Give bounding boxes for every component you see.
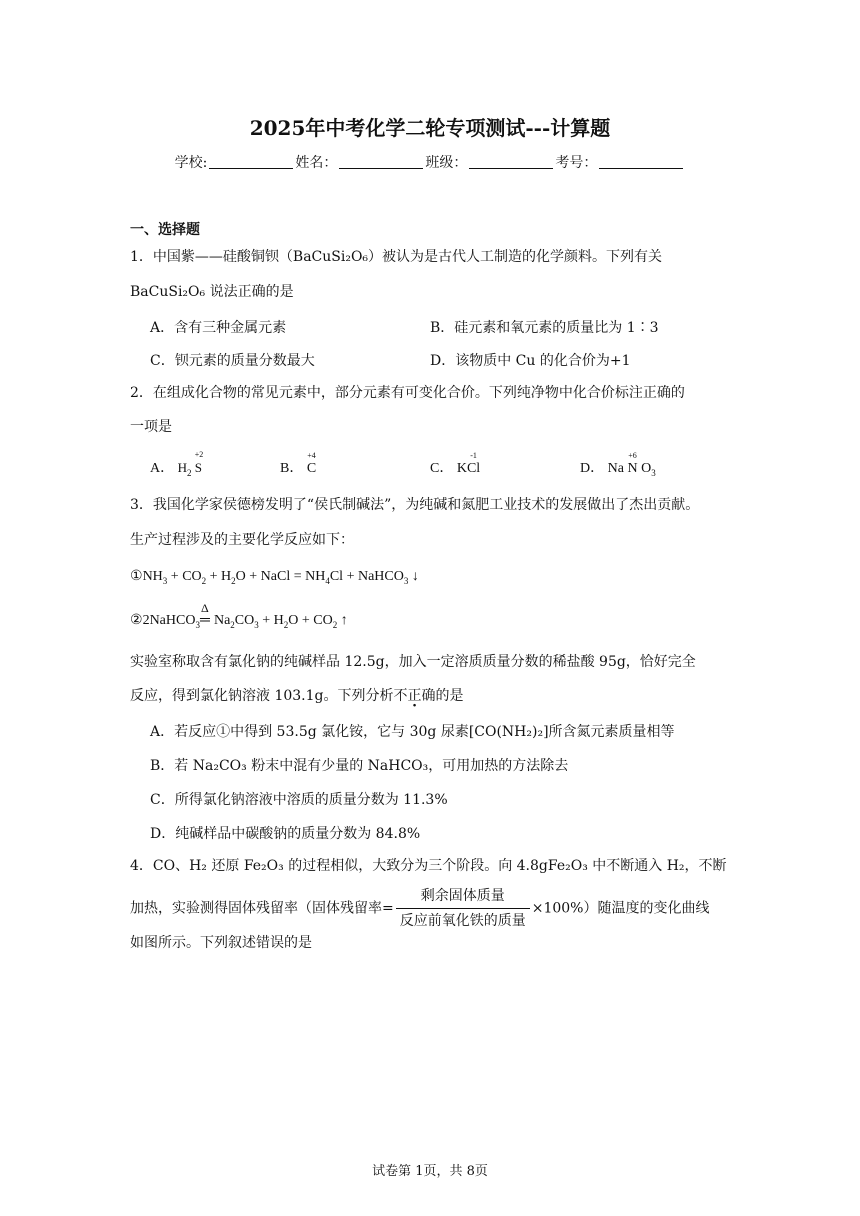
- q2-option-d: D． Na N +6 $O_3$: [580, 451, 656, 478]
- q3-option-b: B．若 Na₂CO₃ 粉末中混有少量的 NaHCO₃，可用加热的方法除去: [150, 758, 569, 774]
- q4-stem-line3: 如图所示。下列叙述错误的是: [130, 935, 312, 951]
- fraction-numerator: 剩余固体质量: [396, 886, 530, 909]
- reaction-2-mark: ②: [130, 613, 143, 628]
- q4-stem-line2-text: 加热，实验测得固体残留率（固体残留率=: [130, 900, 394, 917]
- q2-d-valence: +6: [628, 451, 637, 460]
- q1-option-c: C．钡元素的质量分数最大: [150, 353, 315, 369]
- q4-stem-line2-end: ×100%）随温度的变化曲线: [531, 900, 710, 917]
- q3-reaction-2: ②2NaHCO$_3$ Δ ═ $Na_2CO_3 + H_2O + CO_2$ ↑: [130, 601, 348, 630]
- q2-option-a: A． $H_2$ S +2: [150, 450, 204, 478]
- number-blank[interactable]: [599, 154, 683, 169]
- school-blank[interactable]: [209, 154, 293, 169]
- q2-c-valence: -1: [470, 451, 477, 460]
- q1-option-a: A．含有三种金属元素: [150, 320, 287, 336]
- q3-reaction-1: $①NH_3 + CO_2 + H_2O$ + NaCl = $NH_4Cl$ + NaHCO$_3$ ↓: [130, 569, 419, 586]
- q2-stem-line2: 一项是: [130, 419, 172, 435]
- down-arrow-icon: ↓: [411, 569, 419, 584]
- q2-stem-line1: 2．在组成化合物的常见元素中，部分元素有可变化合价。下列纯净物中化合价标注正确的: [130, 385, 685, 401]
- section-heading: 一、选择题: [130, 222, 200, 238]
- page-footer: 试卷第 1页，共 8页: [372, 1164, 488, 1179]
- name-label: 姓名：: [295, 155, 338, 171]
- q3-option-d: D．纯碱样品中碳酸钠的质量分数为 84.8%: [150, 826, 421, 842]
- up-arrow-icon: ↑: [340, 613, 348, 628]
- reaction-1-mark: ①: [130, 569, 143, 584]
- q3-stem-line2: 生产过程涉及的主要化学反应如下：: [130, 532, 354, 548]
- residue-rate-fraction: [396, 886, 530, 931]
- q3-stem-line1: 3．我国化学家侯德榜发明了“侯氏制碱法”，为纯碱和氮肥工业技术的发展做出了杰出贡献。: [130, 497, 700, 513]
- q3-stem-line4-text: 反应，得到氯化钠溶液 103.1g。下列分析: [130, 688, 394, 704]
- q3-stem-line4: [130, 686, 464, 706]
- q2-option-c-label: C．: [430, 461, 454, 476]
- q3-option-c: C．所得氯化钠溶液中溶质的质量分数为 11.3%: [150, 792, 448, 808]
- q1-stem-line1: 1．中国紫——硅酸铜钡（BaCuSi₂O₆）被认为是古代人工制造的化学颜料。下列有关: [130, 249, 663, 265]
- q2-option-b: B． C +4: [280, 451, 317, 476]
- number-label: 考号：: [555, 155, 598, 171]
- class-blank[interactable]: [469, 154, 553, 169]
- fraction-denominator: 反应前氧化铁的质量: [399, 913, 526, 929]
- q1-stem-line2: BaCuSi₂O₆ 说法正确的是: [130, 284, 294, 300]
- school-label: 学校:: [174, 155, 208, 171]
- q1-option-b: B．硅元素和氧元素的质量比为 1∶3: [430, 320, 659, 336]
- page-title: 2025年中考化学二轮专项测试---计算题: [249, 116, 611, 140]
- name-blank[interactable]: [339, 154, 423, 169]
- q3-emphasis-text: 不正确: [393, 688, 436, 704]
- heat-delta-icon: Δ: [200, 601, 209, 615]
- q2-option-c: C． KCl -1: [430, 451, 481, 476]
- class-label: 班级：: [425, 155, 468, 171]
- student-info-line: [0, 152, 860, 172]
- q2-option-a-label: A．: [150, 461, 175, 476]
- q4-stem-line1: 4．CO、H₂ 还原 Fe₂O₃ 的过程相似，大致分为三个阶段。向 4.8gFe₂O₃ 中不断通入 H₂，不断: [130, 858, 727, 874]
- q2-a-valence: +2: [194, 450, 204, 459]
- q3-stem-line3: 实验室称取含有氯化钠的纯碱样品 12.5g，加入一定溶质质量分数的稀盐酸 95g，恰好完全: [130, 654, 696, 670]
- q1-option-d: D．该物质中 Cu 的化合价为+1: [430, 353, 631, 369]
- q3-stem-line4-end: 的是: [435, 688, 464, 704]
- q2-option-b-label: B．: [280, 461, 304, 476]
- q2-b-valence: +4: [307, 451, 316, 460]
- q2-option-d-label: D．: [580, 461, 605, 476]
- q3-option-a: A．若反应①中得到 53.5g 氯化铵，它与 30g 尿素[CO(NH₂)₂]所含氮元素质量相等: [150, 724, 675, 740]
- q4-stem-line2: [130, 886, 710, 931]
